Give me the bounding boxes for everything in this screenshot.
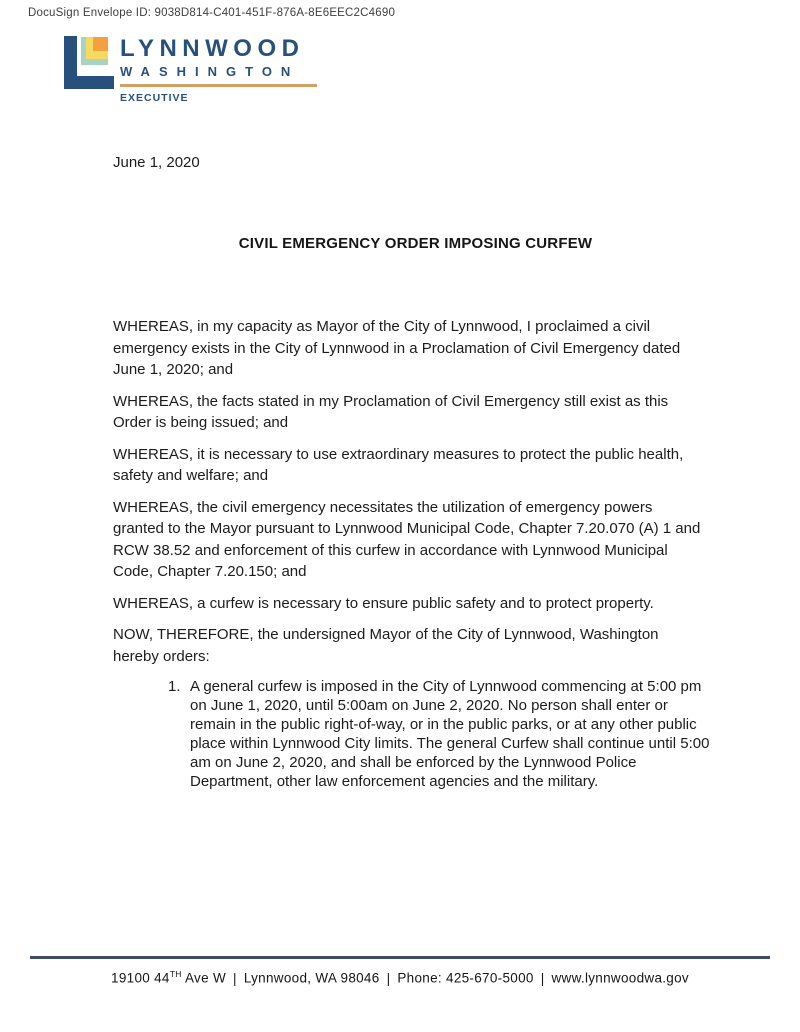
letter-body: [113, 152, 718, 791]
footer-phone: Phone: 425-670-5000: [397, 970, 534, 986]
footer-address-street: Ave W: [181, 970, 226, 986]
lynnwood-logo-mark-icon: [64, 36, 114, 89]
whereas-paragraph-5: WHEREAS, a curfew is necessary to ensure public safety and to protect property.: [113, 594, 654, 612]
footer-website: www.lynnwoodwa.gov: [551, 970, 689, 986]
footer-separator-3: |: [540, 970, 545, 986]
whereas-paragraph-2: WHEREAS, the facts stated in my Proclamation of Civil Emergency still exist as this Order is being issued; and: [113, 392, 669, 431]
order-item-text: A general curfew is imposed in the City of Lynnwood commencing at 5:00 pm on June 1, 2020, until 5:00am on June 2, 2020. No person shall enter or remain in the public right-of-way, or in the public parks, or at any other public place within Lynnwood City limits. The general Curfew shall continue until 5:00 am on June 2, 2020, and shall be enforced by the Lynnwood Police Department, other law enforcement agencies and the military.: [190, 678, 710, 790]
logo-division-name: EXECUTIVE: [120, 92, 189, 104]
order-item-number: 1.: [168, 678, 181, 695]
whereas-paragraph-4: WHEREAS, the civil emergency necessitates the utilization of emergency powers granted to the Mayor pursuant to Lynnwood Municipal Code, Chapter 7.20.070 (A) 1 and RCW 38.52 and enforcement of this curfew in accordance with Lynnwood Municipal Code, Chapter 7.20.150; and: [113, 498, 701, 580]
letter-title: CIVIL EMERGENCY ORDER IMPOSING CURFEW: [238, 234, 593, 252]
footer-contact-line: [0, 969, 800, 986]
lynnwood-logo: [64, 36, 320, 104]
footer-address-ordinal: TH: [169, 969, 182, 979]
logo-navy-l-horizontal: [64, 76, 114, 89]
logo-text-block: [120, 36, 320, 104]
logo-state-name: WASHINGTON: [120, 64, 300, 79]
now-therefore-paragraph: NOW, THEREFORE, the undersigned Mayor of the City of Lynnwood, Washington hereby orders:: [113, 626, 659, 665]
order-item-1: [113, 677, 713, 791]
footer-address-number: 19100 44: [111, 970, 170, 986]
letter-date: June 1, 2020: [113, 154, 200, 171]
footer-rule: [30, 956, 770, 959]
footer-separator-1: |: [233, 970, 237, 986]
docusign-envelope-id: DocuSign Envelope ID: 9038D814-C401-451F-876A-8E6EEC2C4690: [28, 7, 396, 19]
whereas-paragraph-3: WHEREAS, it is necessary to use extraordinary measures to protect the public health, safety and welfare; and: [113, 445, 684, 484]
footer-city-line: Lynnwood, WA 98046: [243, 970, 380, 986]
logo-city-name: LYNNWOOD: [120, 35, 305, 62]
logo-tan-rule: [120, 84, 317, 87]
whereas-paragraph-1: WHEREAS, in my capacity as Mayor of the City of Lynnwood, I proclaimed a civil emergency exists in the City of Lynnwood in a Proclamation of Civil Emergency dated June 1, 2020; and: [113, 318, 681, 378]
footer-separator-2: |: [386, 970, 391, 986]
logo-orange-square: [93, 37, 108, 51]
